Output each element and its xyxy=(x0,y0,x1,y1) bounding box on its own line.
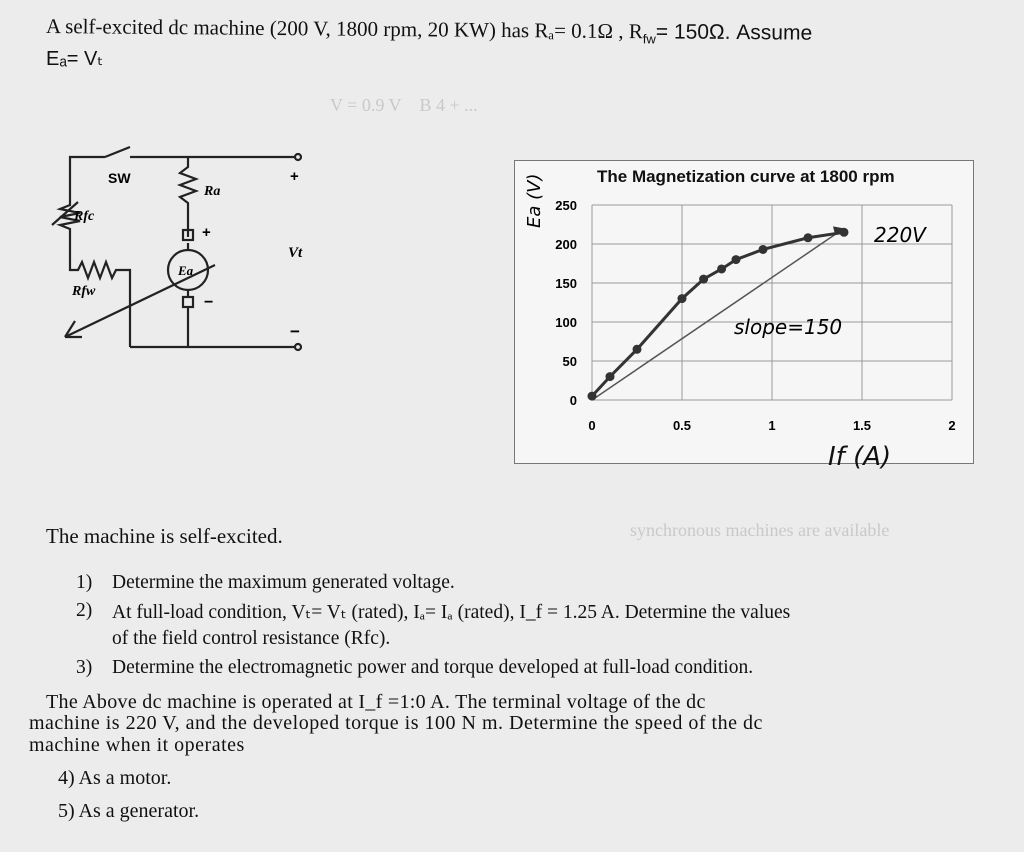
ra-label: Ra xyxy=(204,184,221,199)
x-tick-label: 0.5 xyxy=(672,418,692,433)
y-tick-label: 250 xyxy=(555,198,577,213)
y-tick-label: 100 xyxy=(555,315,577,330)
data-point xyxy=(840,228,849,237)
ea-plus: + xyxy=(202,224,211,241)
x-tick-label: 2 xyxy=(948,418,956,433)
chart-xlabel: If (A) xyxy=(828,442,892,472)
y-tick-label: 50 xyxy=(562,354,577,369)
data-point xyxy=(717,264,726,273)
data-point xyxy=(606,372,615,381)
data-point xyxy=(759,245,768,254)
question-2: At full-load condition, Vₜ= Vₜ (rated), Iₐ= Iₐ (rated), I_f = 1.25 A. Determine the values xyxy=(112,602,791,623)
vt-plus: + xyxy=(290,168,299,185)
x-tick-label: 0 xyxy=(588,418,596,433)
question-1: Determine the maximum generated voltage. xyxy=(112,572,455,593)
slope-annotation: slope=150 xyxy=(734,315,843,339)
vt-minus: − xyxy=(290,322,300,341)
y-tick-label: 200 xyxy=(555,237,577,252)
question-number: 1) xyxy=(76,572,93,593)
paragraph-line: The Above dc machine is operated at I_f =1:0 A. The terminal voltage of the dc xyxy=(46,691,706,713)
y-tick-label: 0 xyxy=(569,393,577,408)
bleed-text: V = 0.9 V B 4 + ... xyxy=(330,95,478,115)
question-number: 2) xyxy=(76,600,93,621)
chart-title: The Magnetization curve at 1800 rpm xyxy=(597,167,895,186)
data-point xyxy=(804,233,813,242)
intro-text: The machine is self-excited. xyxy=(46,524,283,548)
x-tick-label: 1 xyxy=(768,418,776,433)
question-3: Determine the electromagnetic power and torque developed at full-load condition. xyxy=(112,657,754,678)
x-tick-label: 1.5 xyxy=(852,418,872,433)
problem-title: A self-excited dc machine (200 V, 1800 rpm, 20 KW) has Rₐ= 0.1Ω , $R_{fw}= 150\Omega$. Assume xyxy=(45,14,813,47)
question-number: 3) xyxy=(76,657,93,678)
data-point xyxy=(678,294,687,303)
data-point xyxy=(588,392,597,401)
svg-text:Ea (V): Ea (V) xyxy=(524,173,545,228)
paragraph-line: machine when it operates xyxy=(29,734,245,756)
ea-minus: − xyxy=(204,294,214,311)
rfw-label: Rfw xyxy=(72,284,96,299)
chart-plot xyxy=(514,160,972,462)
rfc-label: Rfc xyxy=(74,209,95,224)
question-4: 4) As a motor. xyxy=(58,767,172,789)
circuit-diagram xyxy=(30,125,320,355)
data-point xyxy=(633,345,642,354)
chart-ylabel xyxy=(510,160,550,230)
point-annotation: 220V xyxy=(874,223,926,247)
data-point xyxy=(732,255,741,264)
question-2-cont: of the field control resistance (Rfc). xyxy=(112,628,391,649)
vt-label: Vt xyxy=(288,245,303,261)
paragraph-line: machine is 220 V, and the developed torque is 100 N m. Determine the speed of the dc xyxy=(29,712,763,734)
y-tick-label: 150 xyxy=(555,276,577,291)
bleed-text: synchronous machines are available xyxy=(630,520,890,540)
ea-label: Ea xyxy=(178,263,194,278)
sw-label: SW xyxy=(108,170,131,186)
question-5: 5) As a generator. xyxy=(58,800,200,822)
assumption-text: Eₐ= Vₜ xyxy=(46,48,104,70)
data-point xyxy=(699,275,708,284)
